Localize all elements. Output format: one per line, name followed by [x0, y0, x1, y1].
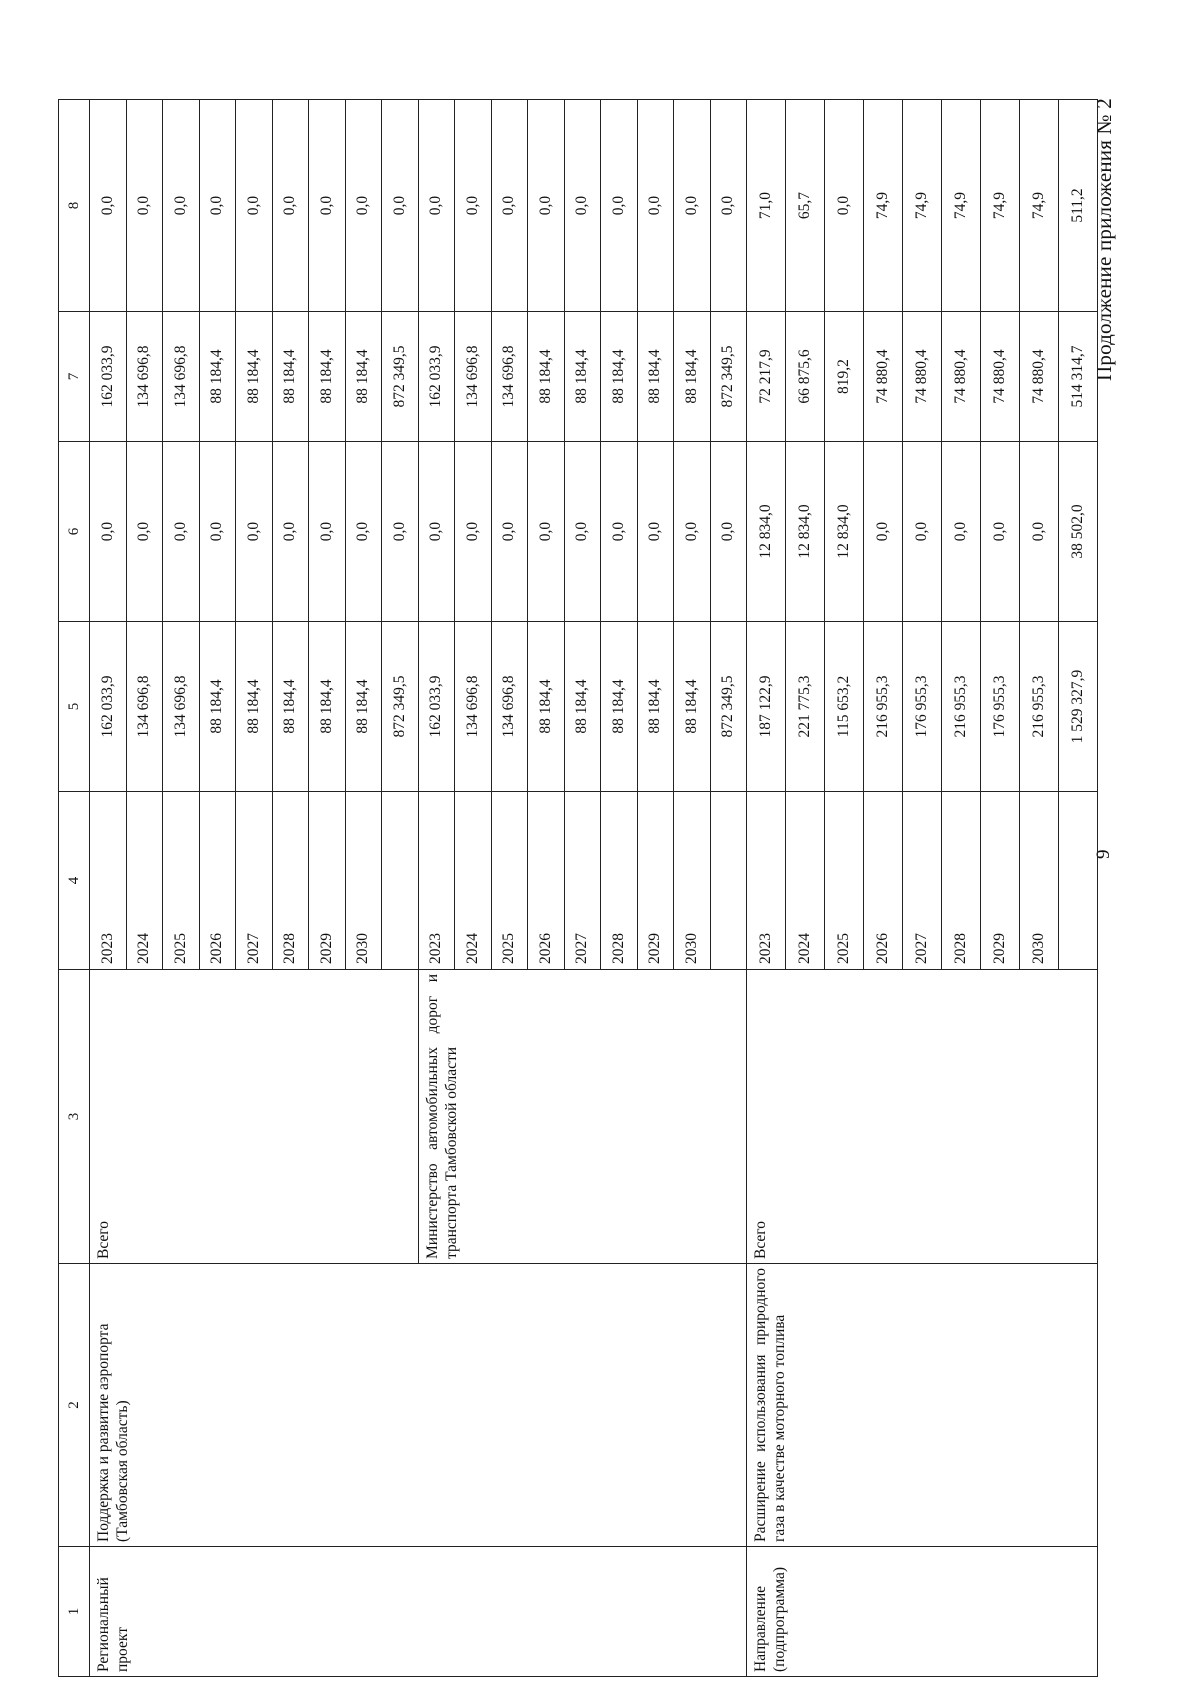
year-cell: 2030	[674, 792, 711, 970]
value-cell-c6: 88 184,4	[272, 312, 309, 442]
year-cell: 2029	[637, 792, 674, 970]
value-cell-c6: 162 033,9	[90, 312, 127, 442]
value-cell-c4: 162 033,9	[418, 622, 455, 792]
value-cell-c7: 0,0	[825, 100, 864, 312]
year-cell: 2024	[455, 792, 492, 970]
value-cell-c7: 0,0	[710, 100, 747, 312]
group-name-cell: Расширение использования природного газа в качестве моторного топлива	[747, 1264, 1098, 1547]
year-cell: 2024	[126, 792, 163, 970]
value-cell-c5: 0,0	[981, 442, 1020, 622]
year-cell: 2029	[309, 792, 346, 970]
value-cell-c4: 88 184,4	[199, 622, 236, 792]
year-cell: 2027	[564, 792, 601, 970]
value-cell-c7: 74,9	[1020, 100, 1059, 312]
value-cell-c5: 0,0	[163, 442, 200, 622]
value-cell-c5: 0,0	[272, 442, 309, 622]
value-cell-c6: 88 184,4	[674, 312, 711, 442]
value-cell-c6: 66 875,6	[786, 312, 825, 442]
value-cell-c5: 0,0	[903, 442, 942, 622]
value-cell-c4: 134 696,8	[126, 622, 163, 792]
year-cell: 2025	[825, 792, 864, 970]
value-cell-c5: 0,0	[674, 442, 711, 622]
value-cell-c4: 134 696,8	[455, 622, 492, 792]
year-cell: 2025	[491, 792, 528, 970]
value-cell-c5: 0,0	[345, 442, 382, 622]
table-row	[90, 100, 127, 1677]
value-cell-c7: 74,9	[981, 100, 1020, 312]
value-cell-c4: 872 349,5	[382, 622, 419, 792]
value-cell-c7: 511,2	[1059, 100, 1098, 312]
value-cell-c4: 88 184,4	[345, 622, 382, 792]
value-cell-c4: 88 184,4	[674, 622, 711, 792]
column-number: 8	[59, 100, 90, 312]
column-number: 1	[59, 1547, 90, 1677]
value-cell-c4: 1 529 327,9	[1059, 622, 1098, 792]
value-cell-c7: 0,0	[564, 100, 601, 312]
value-cell-c4: 216 955,3	[942, 622, 981, 792]
table-row	[747, 100, 786, 1677]
year-cell: 2030	[1020, 792, 1059, 970]
value-cell-c7: 0,0	[163, 100, 200, 312]
page-number: 9	[1093, 849, 1114, 859]
value-cell-c5: 38 502,0	[1059, 442, 1098, 622]
year-cell: 2023	[418, 792, 455, 970]
year-cell: 2026	[528, 792, 565, 970]
value-cell-c7: 0,0	[272, 100, 309, 312]
group-name-cell: Поддержка и развитие аэропорта (Тамбовская область)	[90, 1264, 747, 1547]
value-cell-c7: 0,0	[126, 100, 163, 312]
column-number: 3	[59, 970, 90, 1264]
year-cell: 2029	[981, 792, 1020, 970]
value-cell-c7: 0,0	[199, 100, 236, 312]
value-cell-c6: 88 184,4	[236, 312, 273, 442]
value-cell-c5: 0,0	[864, 442, 903, 622]
column-number: 5	[59, 622, 90, 792]
column-number: 2	[59, 1264, 90, 1547]
value-cell-c6: 88 184,4	[345, 312, 382, 442]
year-cell: 2028	[942, 792, 981, 970]
value-cell-c6: 819,2	[825, 312, 864, 442]
year-cell	[382, 792, 419, 970]
value-cell-c4: 88 184,4	[637, 622, 674, 792]
value-cell-c7: 0,0	[236, 100, 273, 312]
value-cell-c6: 74 880,4	[903, 312, 942, 442]
value-cell-c7: 0,0	[601, 100, 638, 312]
value-cell-c7: 0,0	[345, 100, 382, 312]
value-cell-c4: 115 653,2	[825, 622, 864, 792]
value-cell-c5: 0,0	[637, 442, 674, 622]
value-cell-c6: 72 217,9	[747, 312, 786, 442]
responsible-cell: Всего	[90, 970, 419, 1264]
value-cell-c4: 88 184,4	[601, 622, 638, 792]
year-cell: 2025	[163, 792, 200, 970]
value-cell-c4: 162 033,9	[90, 622, 127, 792]
value-cell-c5: 0,0	[199, 442, 236, 622]
value-cell-c6: 88 184,4	[637, 312, 674, 442]
value-cell-c6: 514 314,7	[1059, 312, 1098, 442]
column-number-row	[59, 100, 90, 1677]
group-type-cell: Направление (подпрограмма)	[747, 1547, 1098, 1677]
value-cell-c4: 216 955,3	[864, 622, 903, 792]
value-cell-c7: 0,0	[455, 100, 492, 312]
group-type-cell: Региональный проект	[90, 1547, 747, 1677]
value-cell-c5: 0,0	[455, 442, 492, 622]
value-cell-c5: 12 834,0	[825, 442, 864, 622]
year-cell	[1059, 792, 1098, 970]
value-cell-c7: 74,9	[903, 100, 942, 312]
value-cell-c4: 134 696,8	[491, 622, 528, 792]
value-cell-c7: 0,0	[90, 100, 127, 312]
value-cell-c6: 88 184,4	[564, 312, 601, 442]
year-cell: 2024	[786, 792, 825, 970]
year-cell: 2028	[601, 792, 638, 970]
column-number: 4	[59, 792, 90, 970]
table-body	[90, 100, 1098, 1677]
value-cell-c4: 88 184,4	[272, 622, 309, 792]
value-cell-c6: 74 880,4	[1020, 312, 1059, 442]
value-cell-c6: 88 184,4	[199, 312, 236, 442]
value-cell-c5: 0,0	[491, 442, 528, 622]
value-cell-c5: 12 834,0	[747, 442, 786, 622]
responsible-cell: Министерство автомобильных дорог и транспорта Тамбовской области	[418, 970, 747, 1264]
value-cell-c5: 0,0	[382, 442, 419, 622]
value-cell-c4: 134 696,8	[163, 622, 200, 792]
value-cell-c6: 88 184,4	[309, 312, 346, 442]
value-cell-c7: 0,0	[309, 100, 346, 312]
year-cell: 2027	[236, 792, 273, 970]
year-cell: 2026	[199, 792, 236, 970]
value-cell-c6: 88 184,4	[528, 312, 565, 442]
value-cell-c6: 134 696,8	[455, 312, 492, 442]
value-cell-c5: 0,0	[309, 442, 346, 622]
value-cell-c7: 71,0	[747, 100, 786, 312]
value-cell-c6: 872 349,5	[710, 312, 747, 442]
year-cell: 2026	[864, 792, 903, 970]
value-cell-c6: 88 184,4	[601, 312, 638, 442]
value-cell-c5: 0,0	[710, 442, 747, 622]
value-cell-c4: 88 184,4	[236, 622, 273, 792]
value-cell-c6: 872 349,5	[382, 312, 419, 442]
continuation-note: Продолжение приложения № 2	[1092, 98, 1116, 381]
responsible-cell: Всего	[747, 970, 1098, 1264]
value-cell-c5: 0,0	[942, 442, 981, 622]
column-number: 6	[59, 442, 90, 622]
value-cell-c5: 0,0	[601, 442, 638, 622]
value-cell-c6: 134 696,8	[491, 312, 528, 442]
value-cell-c5: 0,0	[90, 442, 127, 622]
value-cell-c4: 88 184,4	[309, 622, 346, 792]
value-cell-c5: 0,0	[1020, 442, 1059, 622]
value-cell-c7: 74,9	[942, 100, 981, 312]
value-cell-c7: 65,7	[786, 100, 825, 312]
value-cell-c7: 0,0	[491, 100, 528, 312]
value-cell-c4: 221 775,3	[786, 622, 825, 792]
value-cell-c5: 0,0	[528, 442, 565, 622]
value-cell-c5: 0,0	[418, 442, 455, 622]
value-cell-c4: 216 955,3	[1020, 622, 1059, 792]
value-cell-c7: 0,0	[674, 100, 711, 312]
value-cell-c4: 872 349,5	[710, 622, 747, 792]
value-cell-c5: 0,0	[126, 442, 163, 622]
value-cell-c6: 74 880,4	[981, 312, 1020, 442]
value-cell-c5: 0,0	[236, 442, 273, 622]
value-cell-c4: 176 955,3	[903, 622, 942, 792]
value-cell-c7: 0,0	[418, 100, 455, 312]
value-cell-c7: 0,0	[528, 100, 565, 312]
value-cell-c7: 74,9	[864, 100, 903, 312]
value-cell-c6: 74 880,4	[942, 312, 981, 442]
value-cell-c4: 88 184,4	[528, 622, 565, 792]
value-cell-c4: 88 184,4	[564, 622, 601, 792]
value-cell-c7: 0,0	[382, 100, 419, 312]
value-cell-c7: 0,0	[637, 100, 674, 312]
year-cell: 2023	[90, 792, 127, 970]
value-cell-c6: 134 696,8	[163, 312, 200, 442]
value-cell-c6: 74 880,4	[864, 312, 903, 442]
year-cell	[710, 792, 747, 970]
budget-table	[58, 99, 1098, 1677]
value-cell-c6: 134 696,8	[126, 312, 163, 442]
year-cell: 2030	[345, 792, 382, 970]
year-cell: 2023	[747, 792, 786, 970]
column-number: 7	[59, 312, 90, 442]
value-cell-c4: 187 122,9	[747, 622, 786, 792]
value-cell-c5: 0,0	[564, 442, 601, 622]
year-cell: 2028	[272, 792, 309, 970]
value-cell-c6: 162 033,9	[418, 312, 455, 442]
year-cell: 2027	[903, 792, 942, 970]
value-cell-c5: 12 834,0	[786, 442, 825, 622]
value-cell-c4: 176 955,3	[981, 622, 1020, 792]
